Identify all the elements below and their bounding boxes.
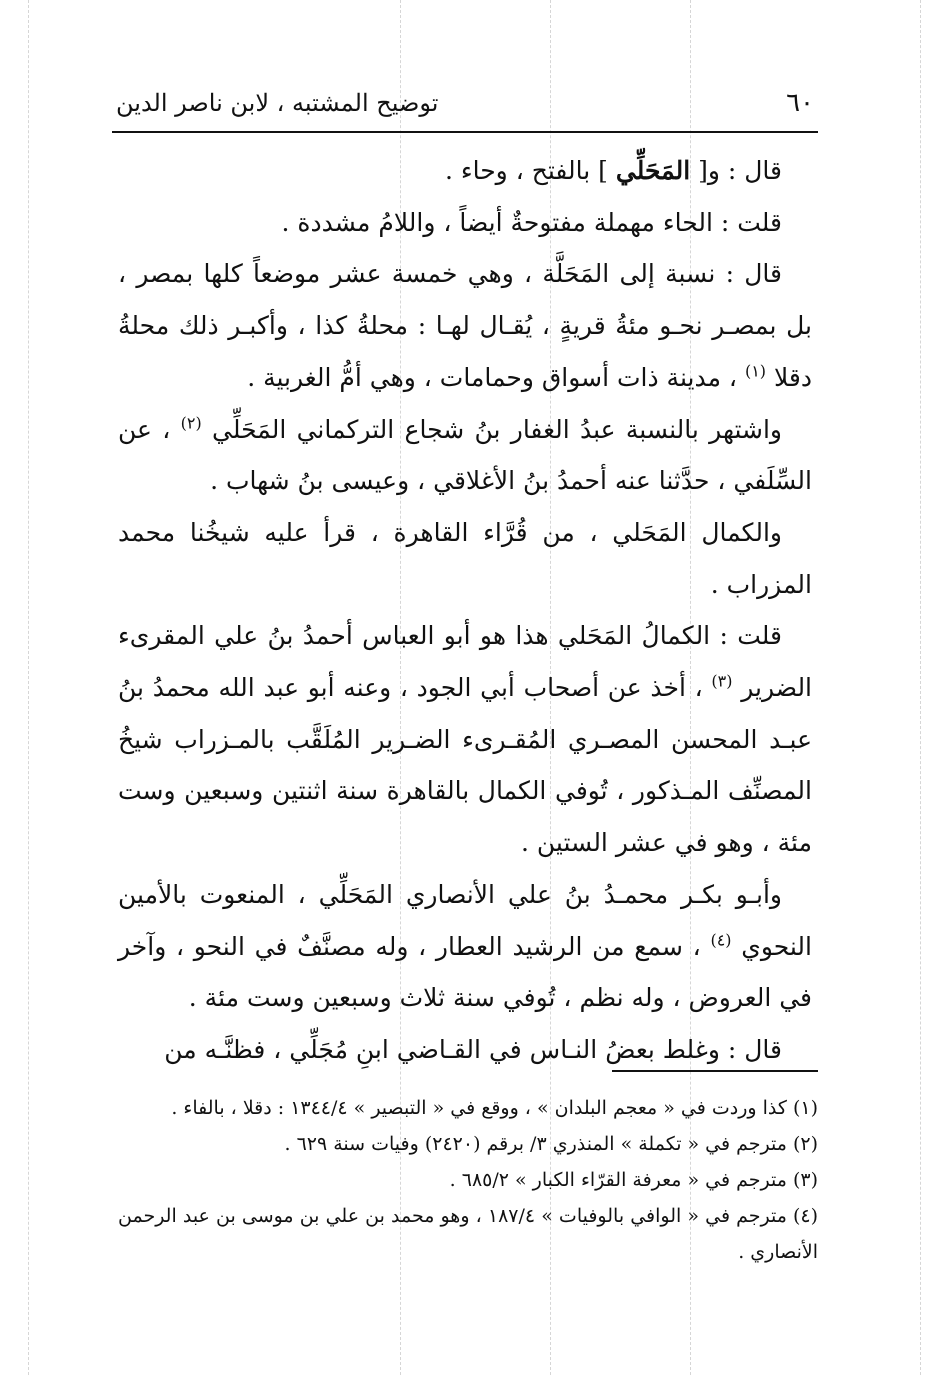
footnote-rule: [612, 1070, 818, 1072]
headword: المَحَلِّي: [615, 156, 691, 185]
text-span: قلت : الكمالُ المَحَلي هذا هو أبو العباس أحمدُ بنُ علي المقرىء الضرير: [118, 621, 813, 703]
text-span: قال : نسبة إلى المَحَلَّة ، وهي خمسة عشر موضعاً كلها بمصر ، بل بمصـر نحـو مئةُ قريةٍ ، يُقـال لهـا : محلةُ كذا ، وأكبـر ذلك محلةُ دقلا: [118, 259, 812, 392]
footnote-text: مترجم في « تكملة » المنذري ٣/ برقم (٢٤٢٠) وفيات سنة ٦٢٩ .: [284, 1133, 787, 1155]
footnote-number: (٣): [792, 1169, 818, 1191]
text-span: ، عن السِّلَفي ، حدَّثنا عنه أحمدُ بنُ الأغلاقي ، وعيسى بنُ شهاب .: [118, 414, 812, 496]
footnote-ref: (٤): [710, 930, 732, 950]
text-span: ، أخذ عن أصحاب أبي الجود ، وعنه أبو عبد الله محمدُ بنُ عبـد المحسن المصـري المُقـرىء الضـرير المُلَقَّب بالمـزراب شيخُ المصنِّف المـذكور ، تُوفي الكمال بالقاهرة سنة اثنتين وسبعين وست مئة ، وهو في عشر الستين .: [118, 673, 812, 858]
scan-dotted-line: [28, 0, 29, 1375]
footnote-number: (٢): [792, 1133, 818, 1155]
footnote-text: كذا وردت في « معجم البلدان » ، ووقع في « التبصير » ١٣٤٤/٤ : دقلا ، بالفاء .: [171, 1097, 787, 1119]
text-span: ، سمع من الرشيد العطار ، وله مصنَّفٌ في النحو ، وآخر في العروض ، وله نظم ، تُوفي سنة ثلاث وسبعين وست مئة .: [118, 931, 812, 1013]
footnote-text: مترجم في « الوافي بالوفيات » ١٨٧/٤ ، وهو محمد بن علي بن موسى بن عبد الرحمن الأنصاري .: [118, 1205, 818, 1263]
footnote-item: [118, 1126, 818, 1162]
page-number: ٦٠: [786, 88, 814, 118]
footnote-text: مترجم في « معرفة القرّاء الكبار » ٦٨٥/٢ .: [449, 1169, 787, 1191]
scan-dotted-line: [920, 0, 921, 1375]
main-text: [118, 145, 812, 1076]
header-rule: [112, 131, 818, 133]
footnote-item: [118, 1198, 818, 1270]
footnote-number: (٤): [792, 1205, 818, 1227]
footnote-ref: (٣): [711, 671, 733, 691]
text-span: واشتهر بالنسبة عبدُ الغفار بنُ شجاع التركماني المَحَلِّي: [212, 414, 782, 444]
text-span: وأبـو بكـر محمـدُ بنُ علي الأنصاري المَحَلِّي ، المنعوت بالأمين النحوي: [118, 879, 812, 961]
footnote-ref: (١): [744, 361, 767, 381]
footnote-ref: (٢): [180, 413, 202, 433]
footnotes: [118, 1090, 818, 1270]
paragraph: [118, 248, 812, 403]
paragraph: قال : وغلط بعضُ النـاس في القـاضي ابنِ مُجَلِّي ، فظنَّـه من: [164, 1034, 782, 1064]
paragraph: [118, 869, 812, 1024]
text-span: ] بالفتح ، وحاء .: [444, 156, 616, 185]
footnote-number: (١): [792, 1097, 818, 1119]
text-span: ، مدينة ذات أسواق وحمامات ، وهي أمُّ الغربية .: [247, 362, 745, 392]
paragraph: والكمال المَحَلي ، من قُرَّاء القاهرة ، قرأ عليه شيخُنا محمد المزراب .: [118, 517, 812, 599]
footnote-item: [118, 1162, 818, 1198]
paragraph: [118, 610, 812, 869]
paragraph: [118, 145, 812, 197]
paragraph: قلت : الحاء مهملة مفتوحةٌ أيضاً ، واللامُ مشددة .: [281, 207, 782, 237]
footnote-item: [118, 1090, 818, 1126]
paragraph: [118, 404, 812, 507]
text-span: قال : و[: [690, 156, 782, 185]
page-header: [112, 80, 818, 130]
running-title: توضيح المشتبه ، لابن ناصر الدين: [116, 89, 439, 117]
